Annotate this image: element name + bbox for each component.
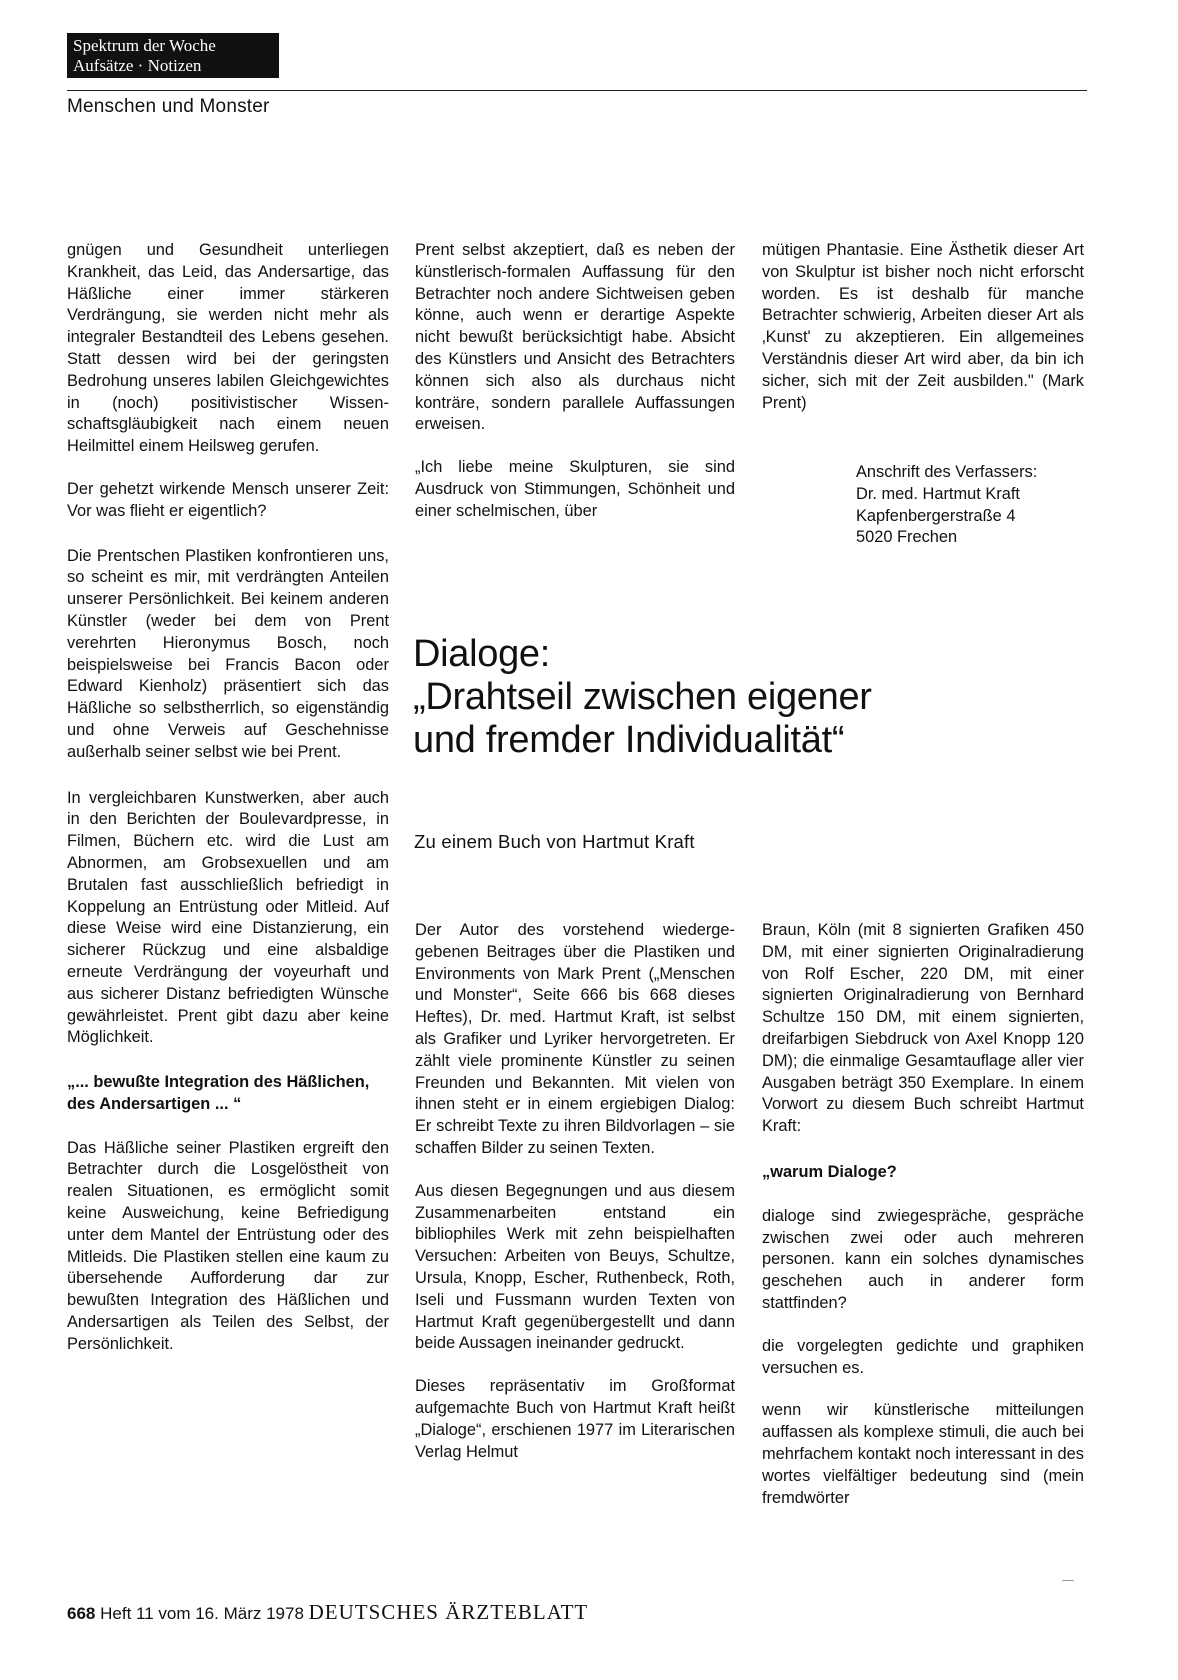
column-5 [762, 920, 1084, 1530]
author-address [856, 462, 1037, 549]
section-tag [67, 33, 279, 78]
address-line: Kapfenbergerstraße 4 [856, 506, 1016, 525]
column-3 [762, 240, 1084, 435]
paragraph: „Ich liebe meine Skulpturen, sie sind Ausdruck von Stimmungen, Schönheit und einer schelmischen, über [415, 458, 735, 520]
section-tag-line1: Spektrum der Woche [73, 36, 216, 55]
paragraph: Braun, Köln (mit 8 signierten Grafiken 450 DM, mit einer signierten Originalradierung von Rolf Escher, 220 DM, mit einer signierten Originalradierung von Bernhard Schultze 150 DM, mit einem signierten, dreifarbigen Siebdruck von Axel Knopp 120 DM); die einmalige Gesamtauflage aller vier Ausgaben beträgt 350 Exemplare. In einem Vorwort zu diesem Buch schreibt Hartmut Kraft: [762, 921, 1084, 1136]
address-line: Dr. med. Hartmut Kraft [856, 484, 1020, 503]
address-line: 5020 Frechen [856, 528, 958, 547]
page-number: 668 [67, 1604, 96, 1623]
headline-line: und fremder Individualität“ [413, 719, 845, 761]
paragraph: Der gehetzt wirkende Mensch unserer Zeit: Vor was flieht er eigentlich? [67, 479, 389, 520]
paragraph: wenn wir künstlerische mitteilungen auffassen als komplexe stimuli, die auch bei mehrfachem kontakt noch interessant in des wortes vielfältiger bedeutung sind (mein fremdwörter [762, 1401, 1084, 1507]
paragraph: In vergleichbaren Kunstwerken, aber auch in den Berichten der Boulevardpresse, in Filmen, Büchern etc. wird die Lust am Abnormen, am Grobsexuellen und am Brutalen fast ausschließlich befriedigt in Koppelung an Entrüstung oder Mitleid. Auf diese Weise wird eine Distanzierung, ein sicherer Rückzug und eine alsbaldige erneute Verdrängung der voyeurhaft und aus sicherer Distanz befriedigten Wünsche gewährleistet. Prent gibt dazu aber keine Möglichkeit. [67, 788, 389, 1047]
section-tag-line2: Aufsätze · Notizen [73, 56, 202, 75]
section-title: Menschen und Monster [67, 96, 270, 117]
paragraph: Prent selbst akzeptiert, daß es neben der künstlerisch-formalen Auffassung für den Betrachter noch andere Sichtweisen geben könne, auch wenn er derartige Aspekte nicht bewußt berücksichtigt habe. Absicht des Künstlers und Ansicht des Betrachters können sich also als durchaus nicht konträre, sondern parallele Auffassungen erweisen. [415, 241, 735, 434]
magazine-name: DEUTSCHES ÄRZTEBLATT [308, 1600, 589, 1624]
header-rule [67, 90, 1087, 91]
paragraph: Aus diesen Begegnungen und aus diesem Zusammenarbeiten entstand ein bibliophiles Werk mit zehn beispielhaften Versuchen: Arbeiten von Beuys, Schultze, Ursula, Knopp, Escher, Ruthenbeck, Roth, Iseli und Fussmann wurden Texten von Hartmut Kraft gegenübergestellt und dann beide Aussagen ineinander gedruckt. [415, 1181, 735, 1353]
issue-info: Heft 11 vom 16. März 1978 [100, 1604, 304, 1623]
paragraph: gnügen und Gesundheit unterliegen Krankheit, das Leid, das Andersartige, das Häßliche einer immer stärkeren Verdrängung, sie werden nicht mehr als integraler Bestandteil des Lebens gesehen. Statt dessen wird bei der geringsten Bedrohung unseres labilen Gleichgewichtes in (noch) positivistischer Wissenschaftsgläubigkeit nach einem neuen Heilmittel einem Heilsweg gerufen. [67, 241, 389, 456]
paragraph: Dieses repräsentativ im Großformat aufgemachte Buch von Hartmut Kraft heißt „Dialoge“, erschienen 1977 im Literarischen Verlag Helmut [415, 1377, 735, 1461]
print-speck [1062, 1580, 1074, 1581]
column-4 [415, 920, 735, 1484]
subheading: „warum Dialoge? [762, 1162, 897, 1181]
column-2 [415, 240, 735, 544]
headline-line: „Drahtseil zwischen eigener [413, 676, 872, 718]
article-subtitle: Zu einem Buch von Hartmut Kraft [414, 831, 695, 852]
paragraph: Die Prentschen Plastiken konfrontieren uns, so scheint es mir, mit verdrängten Anteilen unserer Persönlichkeit. Bei keinem anderen Künstler (weder bei dem von Prent verehrten Hieronymus Bosch, noch beispielsweise bei Francis Bacon oder Edward Kienholz) präsentiert sich das Häßliche so selbstherrlich, so eigenständig und ohne Verweis auf Geschehnisse außerhalb seiner selbst wie bei Prent. [67, 546, 389, 761]
paragraph: Der Autor des vorstehend wiedergegebenen Beitrages über die Plastiken und Environments von Mark Prent („Menschen und Monster“, Seite 666 bis 668 dieses Heftes), Dr. med. Hartmut Kraft, ist selbst als Grafiker und Lyriker hervorgetreten. Er zählt viele prominente Künstler zu seinen Freunden und Bekannten. Mit vielen von ihnen steht er in einem ergiebigen Dialog: Er schreibt Texte zu ihren Bildvorlagen – sie schaffen Bilder zu seinen Texten. [415, 921, 735, 1157]
subheading: „... bewußte Integration des Häßlichen, des Andersartigen ... “ [67, 1073, 370, 1113]
paragraph: mütigen Phantasie. Eine Ästhetik dieser Art von Skulptur ist bisher noch nicht erforscht worden. Es ist deshalb für manche Betrachter schwierig, Arbeiten dieser Art als ‚Kunst' zu akzeptieren. Ein allgemeines Verständnis dieser Art wird aber, da bin ich sicher, sich mit der Zeit ausbilden." (Mark Prent) [762, 241, 1084, 412]
address-line: Anschrift des Verfassers: [856, 463, 1038, 481]
column-1 [67, 240, 389, 1377]
paragraph: die vorgelegten gedichte und graphiken versuchen es. [762, 1336, 1084, 1377]
article-headline [413, 633, 1093, 762]
headline-line: Dialoge: [413, 633, 551, 675]
paragraph: dialoge sind zwiegespräche, gespräche zwischen zwei oder auch mehreren personen. kann ein solches dynamisches geschehen auch in anderer form stattfinden? [762, 1206, 1084, 1312]
page-footer [67, 1600, 588, 1625]
paragraph: Das Häßliche seiner Plastiken ergreift den Betrachter durch die Losgelöstheit von realen Situationen, es ermöglicht somit keine Ausweichung, keine Befriedigung unter dem Mantel der Entrüstung oder des Mitleids. Die Plastiken stellen eine kaum zu übersehende Aufforderung dar zur bewußten Integration des Häßlichen und Andersartigen als Teilen des Selbst, der Persönlichkeit. [67, 1138, 389, 1353]
